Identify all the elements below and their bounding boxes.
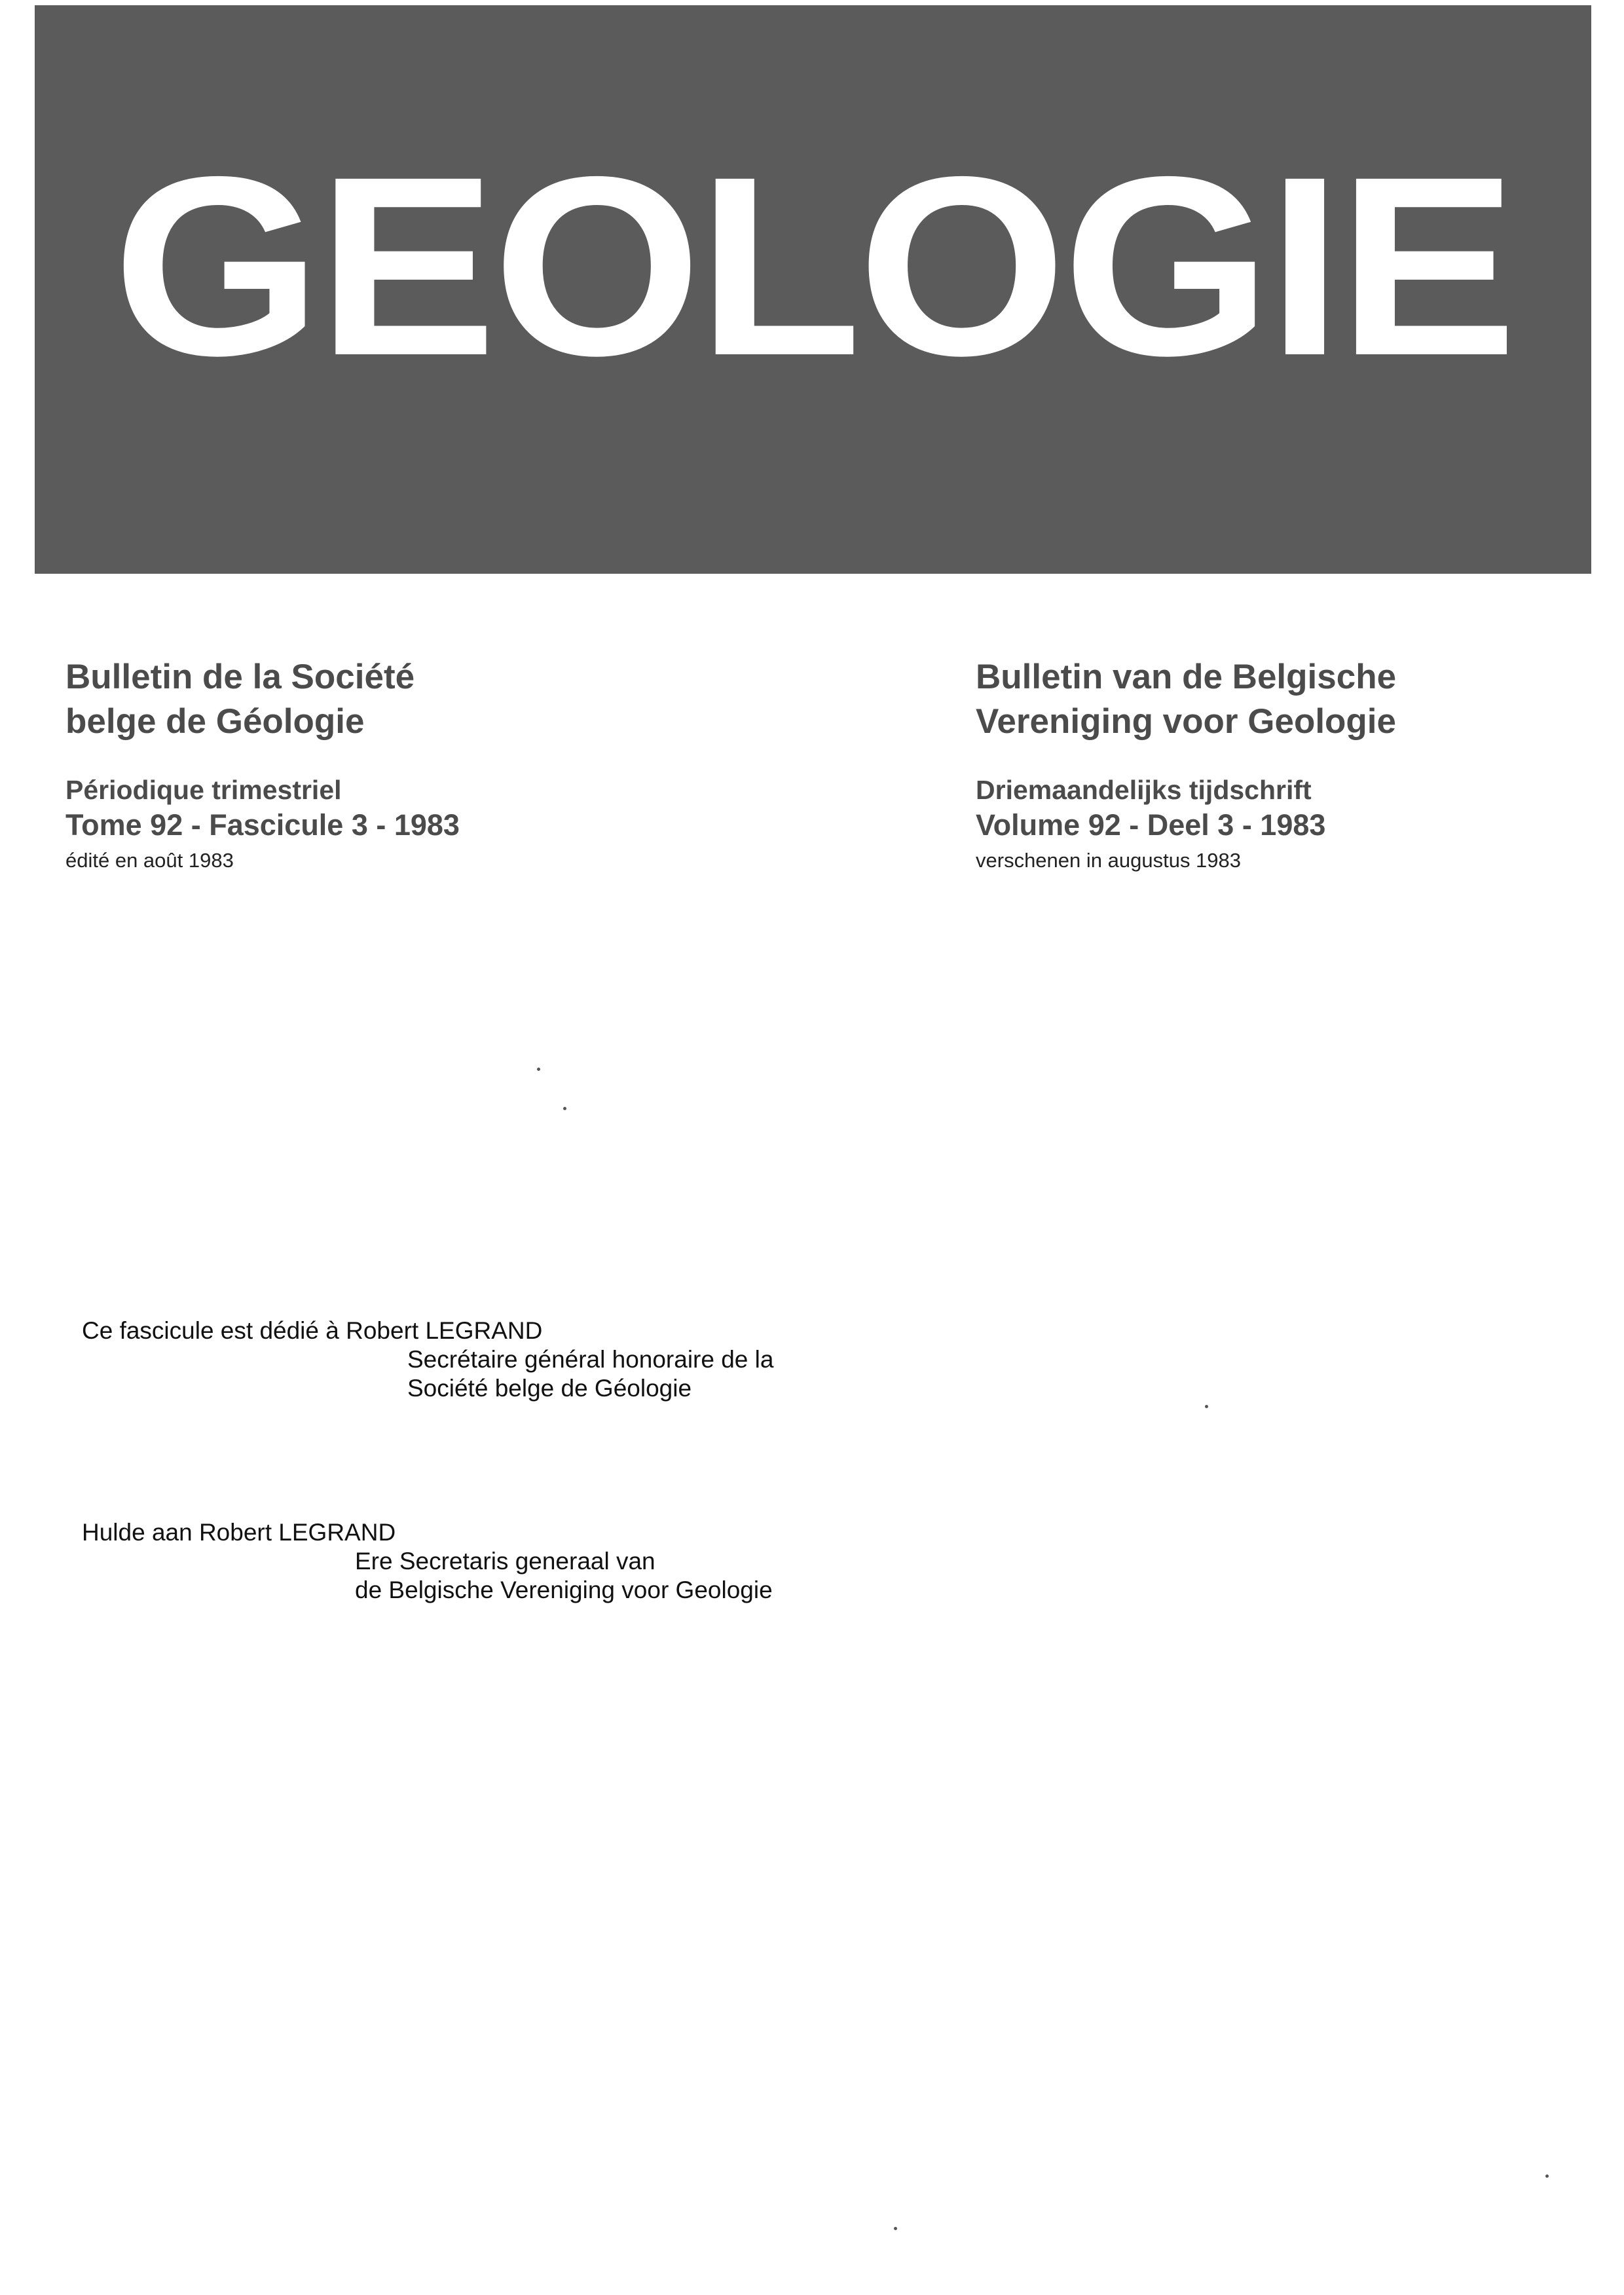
dutch-volume-info: Volume 92 - Deel 3 - 1983 bbox=[976, 808, 1326, 842]
dutch-edition-date: verschenen in augustus 1983 bbox=[976, 849, 1242, 872]
french-bulletin-title-line1: Bulletin de la Société bbox=[65, 658, 415, 696]
french-periodicity: Périodique trimestriel bbox=[65, 775, 342, 805]
french-dedication-line2: Secrétaire général honoraire de la bbox=[407, 1346, 774, 1373]
dutch-dedication-line3: de Belgische Vereniging voor Geologie bbox=[355, 1577, 773, 1603]
dutch-bulletin-title-line1: Bulletin van de Belgische bbox=[976, 658, 1397, 696]
scan-speck bbox=[537, 1068, 540, 1071]
french-bulletin-title-line2: belge de Géologie bbox=[65, 702, 365, 741]
scan-speck bbox=[1545, 2174, 1549, 2178]
french-volume-info: Tome 92 - Fascicule 3 - 1983 bbox=[65, 808, 460, 842]
french-masthead bbox=[65, 655, 460, 874]
dutch-bulletin-title-line2: Vereniging voor Geologie bbox=[976, 702, 1397, 741]
french-dedication-line3: Société belge de Géologie bbox=[407, 1375, 692, 1402]
scan-speck bbox=[563, 1107, 566, 1110]
dutch-dedication-line1: Hulde aan Robert LEGRAND bbox=[82, 1519, 396, 1546]
french-dedication bbox=[82, 1316, 773, 1403]
dutch-dedication-line2: Ere Secretaris generaal van bbox=[355, 1548, 655, 1575]
french-edition-date: édité en août 1983 bbox=[65, 849, 234, 872]
dutch-masthead bbox=[976, 655, 1396, 874]
scan-speck bbox=[894, 2227, 897, 2230]
title-banner bbox=[35, 5, 1591, 574]
dutch-dedication bbox=[82, 1518, 773, 1605]
journal-title: GEOLOGIE bbox=[113, 123, 1513, 409]
french-dedication-line1: Ce fascicule est dédié à Robert LEGRAND bbox=[82, 1317, 543, 1344]
dutch-periodicity: Driemaandelijks tijdschrift bbox=[976, 775, 1312, 805]
scan-speck bbox=[1205, 1405, 1208, 1408]
